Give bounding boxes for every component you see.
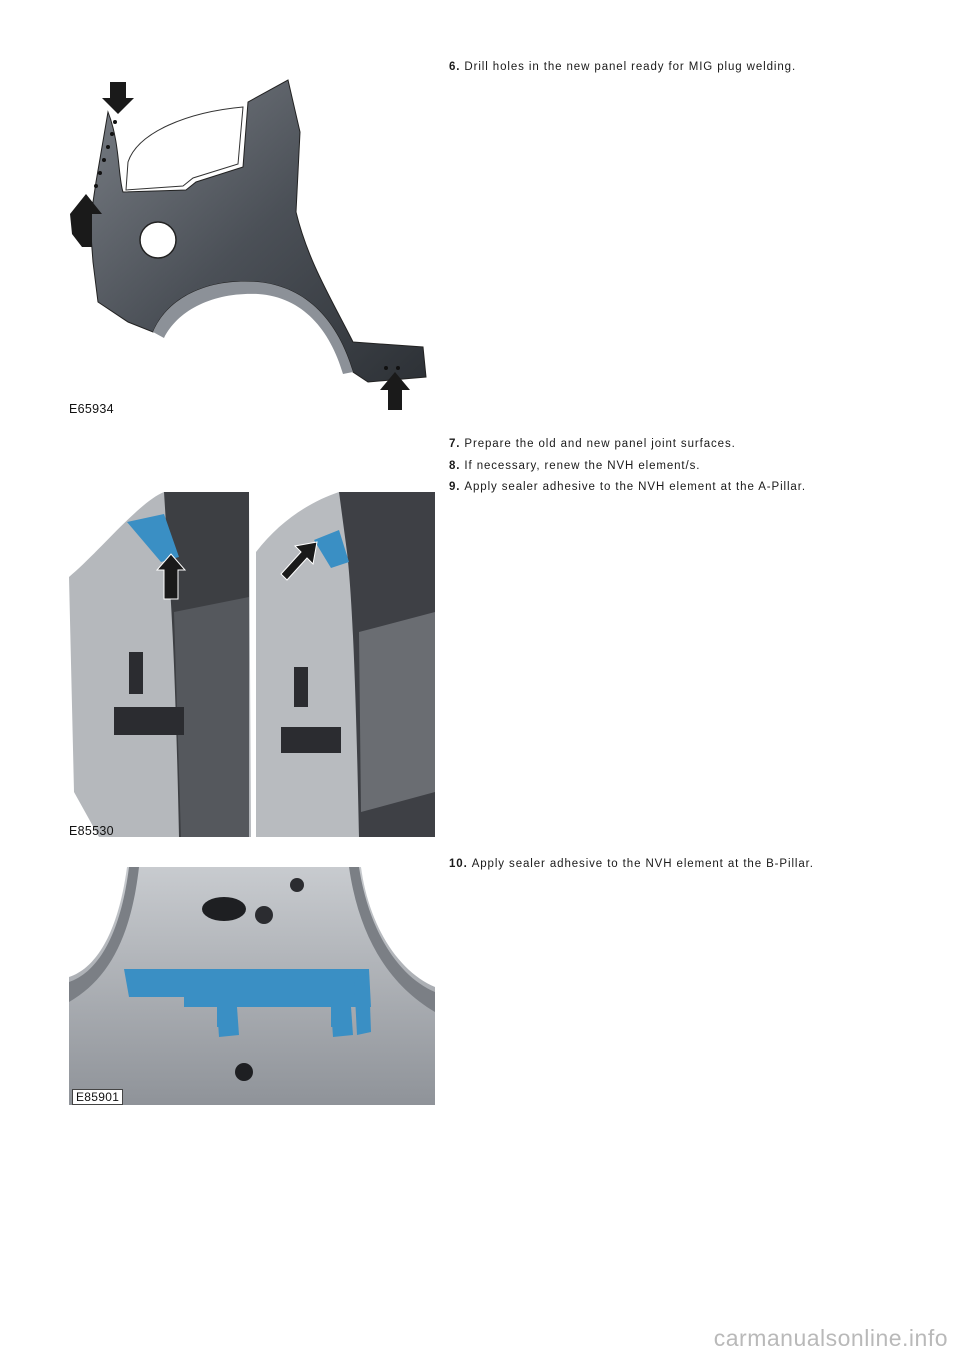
watermark: carmanualsonline.info <box>713 1325 948 1351</box>
step-7 <box>449 438 736 450</box>
figure-b-pillar <box>69 867 435 1105</box>
figure-rear-quarter-panel <box>68 72 438 412</box>
figure-id: E65934 <box>69 402 114 416</box>
step-text: Apply sealer adhesive to the NVH element at the B-Pillar. <box>471 858 814 870</box>
quarter-panel-illustration <box>68 72 438 412</box>
step-text: Prepare the old and new panel joint surfaces. <box>464 438 736 450</box>
figure-id: E85530 <box>69 824 114 838</box>
step-number: 6. <box>449 61 461 73</box>
b-pillar-illustration <box>69 867 435 1105</box>
step-8 <box>449 460 700 472</box>
step-number: 7. <box>449 438 461 450</box>
step-text: Apply sealer adhesive to the NVH element at the A-Pillar. <box>464 481 806 493</box>
step-number: 9. <box>449 481 461 493</box>
step-6 <box>449 61 796 73</box>
step-9 <box>449 481 806 493</box>
figure-id: E85901 <box>72 1089 123 1105</box>
a-pillar-illustration <box>69 492 435 837</box>
step-text: Drill holes in the new panel ready for MIG plug welding. <box>464 61 797 73</box>
arrow-down-icon <box>102 82 134 114</box>
a-pillar-right-view <box>256 492 435 837</box>
step-text: If necessary, renew the NVH element/s. <box>464 460 701 472</box>
step-10 <box>449 858 814 870</box>
panel-body <box>90 80 426 382</box>
figure-a-pillar <box>69 492 435 837</box>
step-number: 8. <box>449 460 461 472</box>
step-number: 10. <box>449 858 468 870</box>
